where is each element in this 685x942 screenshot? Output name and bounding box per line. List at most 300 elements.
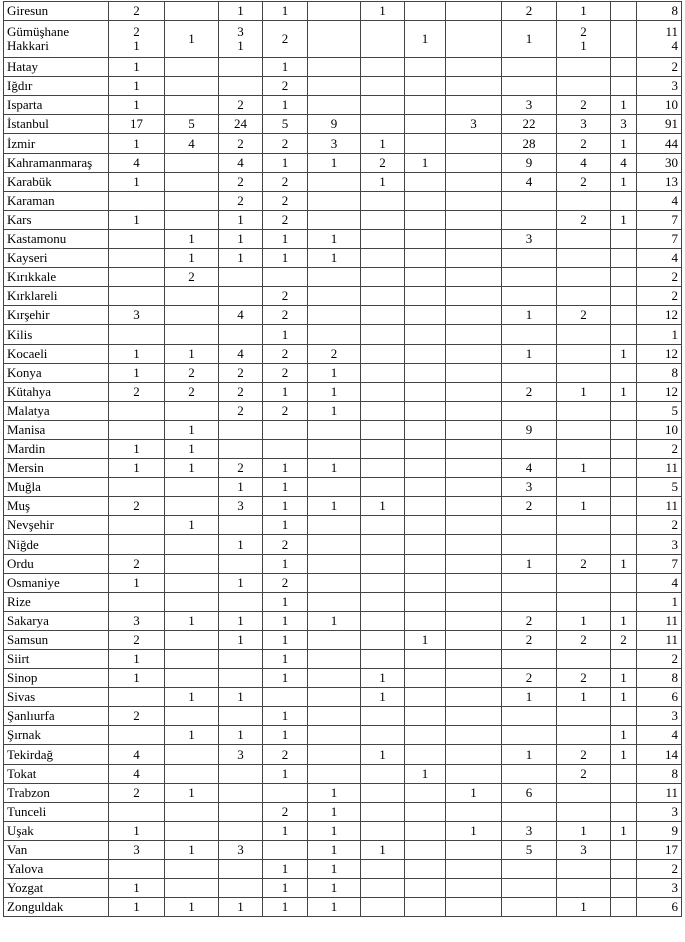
value-cell: 1: [219, 210, 263, 229]
value-cell: 1: [219, 229, 263, 248]
total-cell: 7: [637, 210, 682, 229]
value-cell: [405, 96, 446, 115]
value-cell: 4: [109, 153, 165, 172]
value-cell: 1: [263, 726, 308, 745]
value-cell: [109, 592, 165, 611]
value-cell: 1: [263, 497, 308, 516]
table-row: [4, 898, 682, 917]
value-cell: [165, 879, 219, 898]
value-cell: 1: [109, 879, 165, 898]
value-cell: 1: [308, 611, 361, 630]
province-name-cell: Samsun: [4, 630, 109, 649]
total-cell: 3: [637, 535, 682, 554]
value-cell: [405, 363, 446, 382]
value-cell: [263, 688, 308, 707]
value-cell: [308, 764, 361, 783]
value-cell: [446, 229, 502, 248]
value-cell: 1: [165, 516, 219, 535]
value-cell: 17: [109, 115, 165, 134]
value-cell: [557, 783, 611, 802]
value-cell: [611, 573, 637, 592]
value-cell: 4: [502, 172, 557, 191]
value-cell: [405, 344, 446, 363]
value-cell: [263, 420, 308, 439]
value-cell: 1: [219, 898, 263, 917]
value-cell: 3: [502, 96, 557, 115]
value-cell: 1: [109, 363, 165, 382]
table-body: [4, 2, 682, 917]
table-row: [4, 650, 682, 669]
table-row: [4, 2, 682, 21]
value-cell: [502, 287, 557, 306]
value-cell: 1: [308, 783, 361, 802]
value-cell: 1: [405, 630, 446, 649]
value-cell: 1: [361, 688, 405, 707]
table-row: [4, 325, 682, 344]
value-cell: [446, 325, 502, 344]
province-name-cell: Yalova: [4, 860, 109, 879]
value-cell: 9: [502, 153, 557, 172]
value-cell: 1: [263, 764, 308, 783]
value-cell: [361, 58, 405, 77]
value-cell: 1: [165, 726, 219, 745]
value-cell: 1: [308, 363, 361, 382]
value-cell: [502, 77, 557, 96]
value-cell: [557, 58, 611, 77]
table-row: [4, 306, 682, 325]
total-cell: 7: [637, 554, 682, 573]
value-cell: 1: [502, 344, 557, 363]
value-cell: 1: [263, 860, 308, 879]
value-cell: 1: [165, 249, 219, 268]
value-cell: [219, 268, 263, 287]
value-cell: 2: [308, 344, 361, 363]
value-cell: 2: [263, 401, 308, 420]
value-cell: [361, 401, 405, 420]
value-cell: [263, 783, 308, 802]
value-cell: [219, 516, 263, 535]
value-cell: [361, 516, 405, 535]
value-cell: 2: [502, 611, 557, 630]
value-cell: 2: [502, 2, 557, 21]
value-cell: [557, 287, 611, 306]
value-cell: [557, 439, 611, 458]
value-cell: 3: [219, 497, 263, 516]
value-cell: 1: [308, 401, 361, 420]
total-cell: 4: [637, 573, 682, 592]
value-cell: [405, 669, 446, 688]
value-cell: 2: [263, 172, 308, 191]
value-cell: [446, 611, 502, 630]
table-row: [4, 134, 682, 153]
value-cell: [308, 516, 361, 535]
value-cell: 2: [219, 172, 263, 191]
value-cell: 1: [557, 2, 611, 21]
value-cell: [109, 249, 165, 268]
value-cell: [165, 401, 219, 420]
table-row: [4, 96, 682, 115]
value-cell: [361, 229, 405, 248]
total-cell: 11: [637, 783, 682, 802]
value-cell: 1: [109, 96, 165, 115]
value-cell: [109, 191, 165, 210]
value-cell: [165, 554, 219, 573]
province-name-cell: Siirt: [4, 650, 109, 669]
value-cell: [308, 726, 361, 745]
value-cell: 2: [263, 745, 308, 764]
province-name-cell: Iğdır: [4, 77, 109, 96]
value-cell: 2: [109, 497, 165, 516]
value-cell: [557, 707, 611, 726]
value-cell: 1: [263, 229, 308, 248]
value-cell: 1: [611, 821, 637, 840]
value-cell: 3: [611, 115, 637, 134]
cell-text: 1: [133, 38, 140, 54]
value-cell: [557, 268, 611, 287]
value-cell: [405, 306, 446, 325]
value-cell: [405, 287, 446, 306]
value-cell: 2: [502, 497, 557, 516]
value-cell: 1: [361, 134, 405, 153]
cell-text: 1: [188, 31, 195, 47]
value-cell: [557, 726, 611, 745]
value-cell: 2: [263, 287, 308, 306]
total-cell: 5: [637, 478, 682, 497]
value-cell: [219, 764, 263, 783]
value-cell: [502, 535, 557, 554]
value-cell: [263, 840, 308, 859]
province-name-cell: Manisa: [4, 420, 109, 439]
value-cell: [611, 650, 637, 669]
value-cell: [446, 860, 502, 879]
value-cell: [219, 77, 263, 96]
value-cell: [165, 573, 219, 592]
value-cell: 1: [109, 821, 165, 840]
value-cell: [557, 191, 611, 210]
value-cell: [308, 688, 361, 707]
value-cell: [361, 630, 405, 649]
value-cell: [165, 802, 219, 821]
value-cell: [361, 268, 405, 287]
value-cell: [405, 134, 446, 153]
value-cell: [263, 268, 308, 287]
value-cell: 1: [109, 650, 165, 669]
value-cell: [165, 497, 219, 516]
value-cell: 2: [165, 363, 219, 382]
value-cell: [361, 821, 405, 840]
province-name-cell: Kütahya: [4, 382, 109, 401]
value-cell: 1: [557, 497, 611, 516]
value-cell: [557, 363, 611, 382]
value-cell: 2: [219, 191, 263, 210]
province-name-cell: Hatay: [4, 58, 109, 77]
cell-text: 11: [665, 24, 678, 40]
value-cell: 1: [165, 459, 219, 478]
value-cell: [361, 77, 405, 96]
value-cell: [557, 21, 611, 58]
value-cell: [361, 535, 405, 554]
value-cell: [611, 840, 637, 859]
value-cell: [361, 611, 405, 630]
total-cell: 8: [637, 363, 682, 382]
value-cell: 1: [219, 726, 263, 745]
value-cell: [219, 783, 263, 802]
value-cell: [308, 191, 361, 210]
value-cell: [219, 287, 263, 306]
value-cell: [446, 134, 502, 153]
total-cell: 1: [637, 592, 682, 611]
value-cell: [446, 478, 502, 497]
value-cell: [446, 306, 502, 325]
total-cell: 11: [637, 611, 682, 630]
total-cell: 4: [637, 726, 682, 745]
table-row: [4, 535, 682, 554]
value-cell: [308, 478, 361, 497]
value-cell: [219, 821, 263, 840]
value-cell: [361, 363, 405, 382]
value-cell: [611, 249, 637, 268]
value-cell: 1: [308, 879, 361, 898]
province-name-cell: Isparta: [4, 96, 109, 115]
value-cell: [611, 229, 637, 248]
value-cell: 2: [557, 172, 611, 191]
value-cell: 1: [109, 58, 165, 77]
value-cell: [557, 860, 611, 879]
value-cell: 1: [405, 153, 446, 172]
value-cell: 9: [308, 115, 361, 134]
value-cell: [361, 287, 405, 306]
table-row: [4, 669, 682, 688]
cell-text: 2: [133, 24, 140, 40]
value-cell: [405, 516, 446, 535]
value-cell: [446, 802, 502, 821]
value-cell: [361, 554, 405, 573]
value-cell: 1: [557, 382, 611, 401]
total-cell: 4: [637, 191, 682, 210]
value-cell: [405, 879, 446, 898]
value-cell: 1: [308, 229, 361, 248]
value-cell: 1: [611, 172, 637, 191]
value-cell: [308, 21, 361, 58]
value-cell: [502, 191, 557, 210]
value-cell: 1: [219, 2, 263, 21]
value-cell: 5: [502, 840, 557, 859]
value-cell: [405, 191, 446, 210]
value-cell: [446, 745, 502, 764]
value-cell: [405, 478, 446, 497]
value-cell: 2: [557, 306, 611, 325]
value-cell: [446, 153, 502, 172]
value-cell: 22: [502, 115, 557, 134]
value-cell: 2: [219, 459, 263, 478]
province-name-cell: Kırşehir: [4, 306, 109, 325]
value-cell: [405, 439, 446, 458]
value-cell: [165, 669, 219, 688]
total-cell: 13: [637, 172, 682, 191]
value-cell: [446, 344, 502, 363]
value-cell: 1: [361, 497, 405, 516]
value-cell: [611, 592, 637, 611]
value-cell: [308, 669, 361, 688]
total-cell: 12: [637, 382, 682, 401]
value-cell: 2: [557, 630, 611, 649]
table-row: [4, 783, 682, 802]
value-cell: 2: [263, 802, 308, 821]
total-cell: 2: [637, 287, 682, 306]
value-cell: 2: [109, 554, 165, 573]
table-row: [4, 726, 682, 745]
value-cell: 1: [446, 783, 502, 802]
value-cell: [405, 821, 446, 840]
total-cell: 5: [637, 401, 682, 420]
value-cell: [502, 58, 557, 77]
value-cell: 1: [502, 745, 557, 764]
value-cell: 1: [263, 382, 308, 401]
province-name-cell: Kırıkkale: [4, 268, 109, 287]
value-cell: 1: [219, 249, 263, 268]
value-cell: 1: [308, 497, 361, 516]
value-cell: [361, 21, 405, 58]
value-cell: 2: [219, 134, 263, 153]
province-name-cell: Konya: [4, 363, 109, 382]
value-cell: 3: [109, 840, 165, 859]
value-cell: 1: [308, 898, 361, 917]
value-cell: [611, 401, 637, 420]
value-cell: 1: [165, 611, 219, 630]
value-cell: [502, 707, 557, 726]
value-cell: 6: [502, 783, 557, 802]
table-row: [4, 478, 682, 497]
total-cell: 3: [637, 879, 682, 898]
table-row: [4, 764, 682, 783]
value-cell: [446, 420, 502, 439]
value-cell: [361, 382, 405, 401]
value-cell: [361, 344, 405, 363]
value-cell: [109, 516, 165, 535]
value-cell: [502, 573, 557, 592]
value-cell: [405, 325, 446, 344]
value-cell: 1: [165, 840, 219, 859]
value-cell: 3: [557, 115, 611, 134]
value-cell: 3: [502, 229, 557, 248]
total-cell: 2: [637, 58, 682, 77]
value-cell: 1: [308, 840, 361, 859]
value-cell: [308, 420, 361, 439]
province-name-cell: Rize: [4, 592, 109, 611]
value-cell: 2: [557, 764, 611, 783]
table-row: [4, 840, 682, 859]
province-name-cell: Şanlıurfa: [4, 707, 109, 726]
value-cell: [611, 420, 637, 439]
value-cell: [446, 77, 502, 96]
province-name-cell: Kocaeli: [4, 344, 109, 363]
value-cell: [308, 325, 361, 344]
value-cell: [446, 879, 502, 898]
value-cell: [361, 96, 405, 115]
table-row: [4, 153, 682, 172]
value-cell: [502, 879, 557, 898]
value-cell: [219, 420, 263, 439]
value-cell: [502, 860, 557, 879]
value-cell: [308, 745, 361, 764]
total-cell: 44: [637, 134, 682, 153]
value-cell: [557, 401, 611, 420]
value-cell: [611, 58, 637, 77]
value-cell: [308, 439, 361, 458]
value-cell: 1: [557, 688, 611, 707]
value-cell: 2: [263, 306, 308, 325]
value-cell: [361, 802, 405, 821]
value-cell: [165, 745, 219, 764]
value-cell: [446, 840, 502, 859]
value-cell: [405, 115, 446, 134]
value-cell: 3: [557, 840, 611, 859]
table-row: [4, 191, 682, 210]
value-cell: [446, 516, 502, 535]
value-cell: 1: [263, 478, 308, 497]
value-cell: [611, 783, 637, 802]
value-cell: 1: [263, 459, 308, 478]
value-cell: 2: [263, 363, 308, 382]
value-cell: 1: [557, 459, 611, 478]
province-name-cell: Zonguldak: [4, 898, 109, 917]
value-cell: 1: [109, 172, 165, 191]
province-name-cell: Kahramanmaraş: [4, 153, 109, 172]
value-cell: 1: [361, 745, 405, 764]
value-cell: 1: [263, 821, 308, 840]
total-cell: 17: [637, 840, 682, 859]
value-cell: [361, 478, 405, 497]
value-cell: [502, 325, 557, 344]
value-cell: [405, 745, 446, 764]
value-cell: [611, 287, 637, 306]
province-name-cell: Niğde: [4, 535, 109, 554]
value-cell: [165, 58, 219, 77]
cell-text: 2: [580, 24, 587, 40]
value-cell: 2: [263, 77, 308, 96]
value-cell: 4: [502, 459, 557, 478]
value-cell: [446, 96, 502, 115]
value-cell: [405, 21, 446, 58]
value-cell: 2: [219, 363, 263, 382]
province-name-cell: Mardin: [4, 439, 109, 458]
value-cell: 1: [165, 783, 219, 802]
value-cell: 3: [308, 134, 361, 153]
value-cell: 1: [219, 688, 263, 707]
cell-text: 1: [237, 38, 244, 54]
value-cell: [308, 554, 361, 573]
value-cell: [405, 898, 446, 917]
total-cell: 11: [637, 497, 682, 516]
value-cell: 2: [263, 210, 308, 229]
value-cell: [405, 726, 446, 745]
value-cell: [405, 840, 446, 859]
value-cell: 1: [446, 821, 502, 840]
value-cell: [405, 611, 446, 630]
table-row: [4, 268, 682, 287]
value-cell: [446, 497, 502, 516]
value-cell: 1: [263, 554, 308, 573]
province-name-cell: [4, 21, 109, 58]
value-cell: 4: [165, 134, 219, 153]
table-row: [4, 573, 682, 592]
value-cell: 3: [502, 478, 557, 497]
value-cell: [611, 898, 637, 917]
table-row: [4, 611, 682, 630]
value-cell: 1: [611, 382, 637, 401]
value-cell: 1: [611, 344, 637, 363]
province-name-cell: Osmaniye: [4, 573, 109, 592]
